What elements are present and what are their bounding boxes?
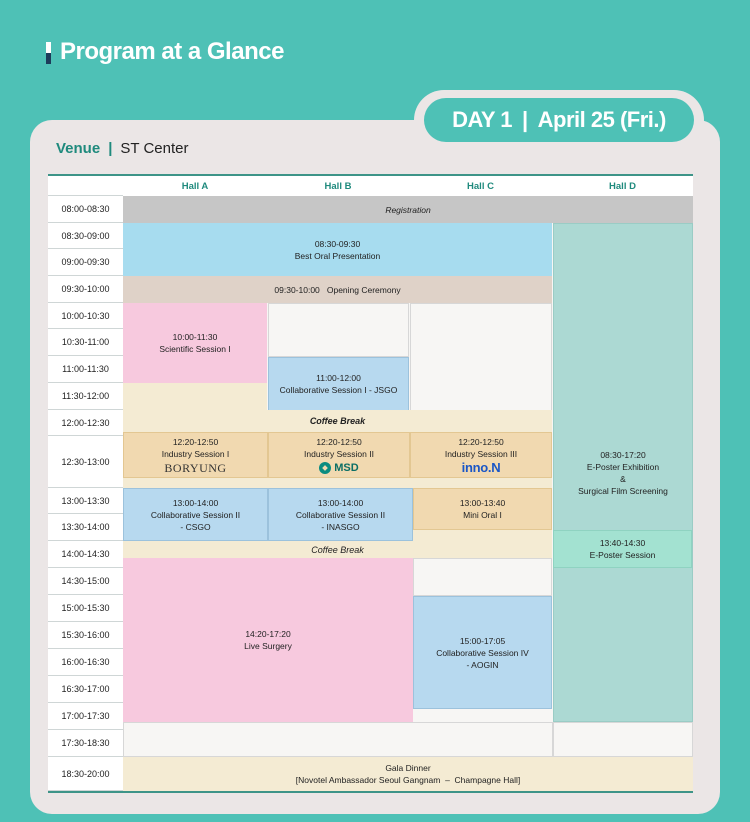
registration-block [123,196,693,223]
time-slot: 10:30-11:00 [48,329,123,356]
header-hall-a: Hall A [123,176,267,196]
time-slot: 14:30-15:00 [48,568,123,595]
session-time: 13:40-14:30 [599,538,646,548]
coffee-break-block [123,410,552,432]
time-slot: 09:00-09:30 [48,249,123,276]
venue-line [56,140,188,157]
best-oral-block [123,223,552,276]
time-slot: 10:00-10:30 [48,303,123,329]
session-time: 15:00-17:05 [459,635,506,646]
coffee-label: Coffee Break [311,544,364,555]
time-slot: 13:30-14:00 [48,514,123,541]
time-slot: 11:30-12:00 [48,383,123,410]
empty-cream-cell [123,478,552,488]
session-name: Collaborative Session II [295,509,386,520]
session-name: Collaborative Session IV [436,647,529,658]
time-slot: 08:00-08:30 [48,196,123,223]
time-slot: 09:30-10:00 [48,276,123,303]
time-slot: 15:30-16:00 [48,622,123,649]
collab-csgo-block [123,488,268,541]
session-time: 13:00-14:00 [172,497,219,508]
eposter-session-block [553,530,692,568]
gala-location: [Novotel Ambassador Seoul Gangnam – Champagne Hall] [295,775,521,785]
day-label: DAY 1 [452,107,513,132]
session-name-amp: & [620,473,626,484]
session-time: 12:20-12:50 [316,437,362,447]
time-slot: 11:00-11:30 [48,356,123,383]
msd-logo-text: MSD [334,462,359,474]
session-name: Mini Oral I [463,510,502,520]
coffee-break-block [123,541,552,558]
time-slot: 18:30-20:00 [48,757,123,791]
mini-oral-block [413,488,552,530]
session-time: 12:20-12:50 [172,437,219,447]
session-name: Scientific Session I [159,344,231,354]
venue-name: ST Center [120,140,189,157]
header-hall-b: Hall B [267,176,409,196]
session-name: E-Poster Exhibition [586,461,660,472]
coffee-label: Coffee Break [309,416,366,426]
gala-dinner-block [123,757,693,791]
header-hall-c: Hall C [409,176,552,196]
day-date: April 25 (Fri.) [537,107,666,132]
empty-cream-cell [123,383,267,410]
scientific-session-block [123,303,267,383]
innon-logo: inno.N [461,460,501,475]
page-title: Program at a Glance [60,38,284,65]
collab-jsgo-block [268,357,409,411]
time-slot: 13:00-13:30 [48,488,123,514]
session-name-2: - AOGIN [466,659,499,670]
venue-separator: | [108,140,113,157]
header-time-cell [48,176,123,196]
table-bottom-rule [48,791,693,793]
day-pill [424,98,694,142]
empty-cell [123,722,553,757]
boryung-logo: BORYUNG [164,461,227,475]
session-name: Industry Session I [161,449,230,459]
empty-cell [553,722,693,757]
msd-logo-icon [319,462,331,474]
session-name: Best Oral Presentation [294,250,381,261]
session-time: 12:20-12:50 [458,437,504,447]
industry-session-3-block [410,432,552,478]
time-slot: 12:00-12:30 [48,410,123,436]
collab-aogin-block [413,596,552,709]
session-name: Live Surgery [244,641,292,651]
title-accent-bar [46,42,51,64]
session-name-2: - INASGO [321,521,360,532]
time-slot: 15:00-15:30 [48,595,123,622]
session-time: 13:00-14:00 [317,497,364,508]
session-name-2: - CSGO [180,521,211,532]
live-surgery-block [123,558,413,722]
time-slot: 12:30-13:00 [48,436,123,488]
time-slot: 14:00-14:30 [48,541,123,568]
time-slot: 16:00-16:30 [48,649,123,676]
empty-cell [410,303,552,411]
session-time: 14:20-17:20 [245,629,291,639]
time-slot: 17:30-18:30 [48,730,123,757]
opening-ceremony-block [123,276,552,303]
industry-session-1-block [123,432,268,478]
time-slot: 08:30-09:00 [48,223,123,249]
session-name: Collaborative Session II [150,509,241,520]
eposter-exhibition-block [553,223,693,722]
session-time: 08:30-09:30 [314,238,361,249]
msd-logo [319,462,358,474]
time-slot: 17:00-17:30 [48,703,123,730]
empty-cream-cell [413,530,552,541]
session-name: Industry Session III [444,449,518,459]
empty-cell [268,303,409,357]
header-hall-d: Hall D [552,176,693,196]
session-name: Industry Session II [304,449,374,459]
session-name-2: Surgical Film Screening [578,485,668,496]
session-name: E-Poster Session [589,550,656,560]
time-slot: 16:30-17:00 [48,676,123,703]
opening-label: 09:30-10:00 Opening Ceremony [274,284,401,295]
empty-cell [413,558,552,596]
registration-label: Registration [385,204,431,215]
session-time: 08:30-17:20 [600,449,646,460]
day-separator: | [522,107,528,132]
venue-label: Venue [56,140,101,157]
gala-title: Gala Dinner [385,763,431,773]
session-time: 13:00-13:40 [459,498,506,508]
industry-session-2-block [268,432,410,478]
collab-inasgo-block [268,488,413,541]
session-name: Collaborative Session I - JSGO [279,385,398,395]
session-time: 10:00-11:30 [172,332,218,342]
session-time: 11:00-12:00 [316,373,361,383]
